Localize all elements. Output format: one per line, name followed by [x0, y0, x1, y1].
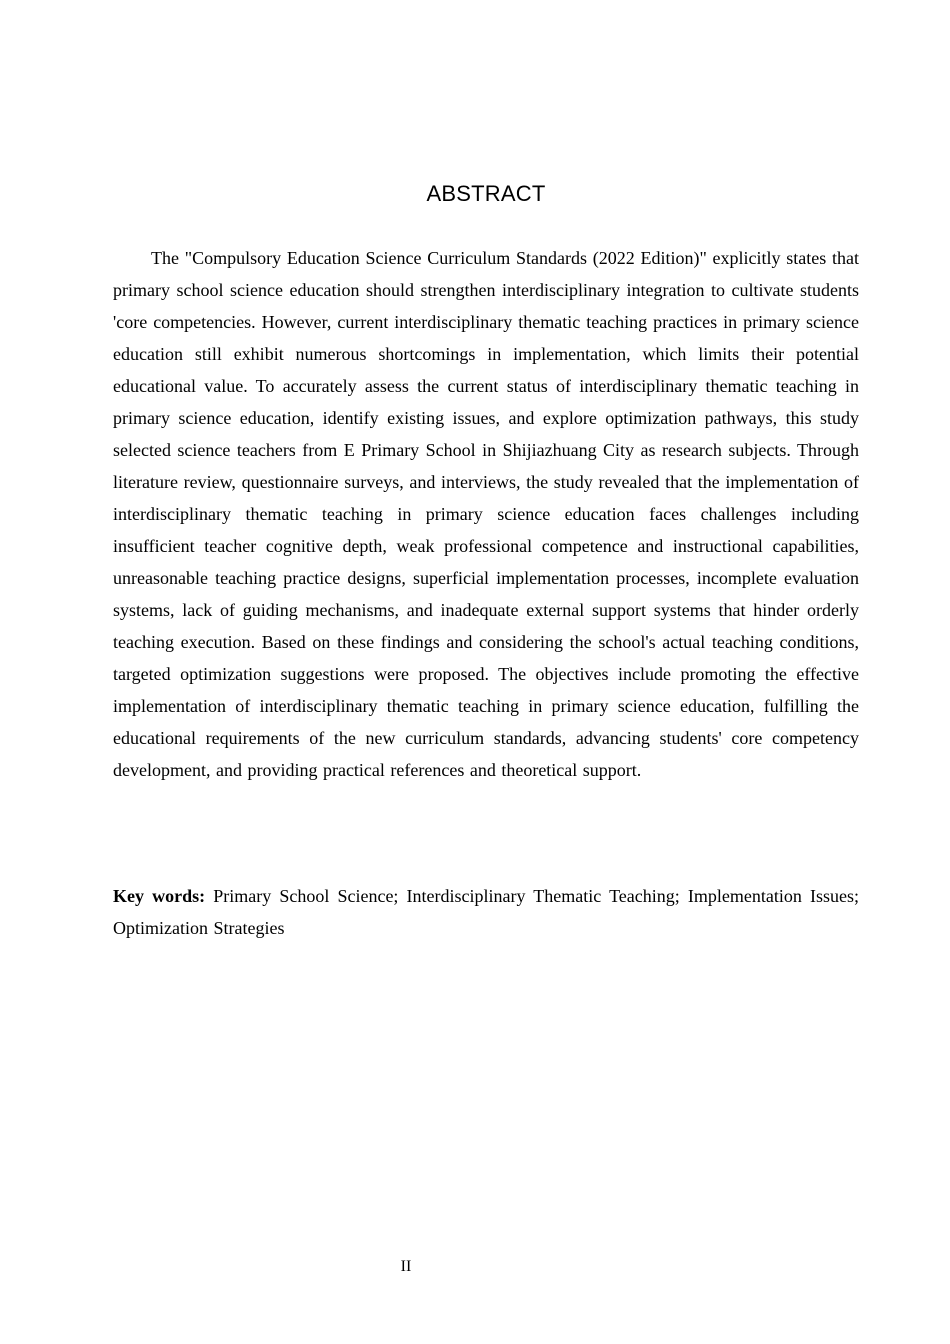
- abstract-paragraph: The "Compulsory Education Science Curriculum Standards (2022 Edition)" explicitly states that primary school science education should strengthen interdisciplinary integration to cultivate students 'core competencies. However, current interdisciplinary thematic teaching practices in primary science education still exhibit numerous shortcomings in implementation, which limits their potential educational value. To accurately assess the current status of interdisciplinary thematic teaching in primary science education, identify existing issues, and explore optimization pathways, this study selected science teachers from E Primary School in Shijiazhuang City as research subjects. Through literature review, questionnaire surveys, and interviews, the study revealed that the implementation of interdisciplinary thematic teaching in primary science education faces challenges including insufficient teacher cognitive depth, weak professional competence and instructional capabilities, unreasonable teaching practice designs, superficial implementation processes, incomplete evaluation systems, lack of guiding mechanisms, and inadequate external support systems that hinder orderly teaching execution. Based on these findings and considering the school's actual teaching conditions, targeted optimization suggestions were proposed. The objectives include promoting the effective implementation of interdisciplinary thematic teaching in primary science education, fulfilling the educational requirements of the new curriculum standards, advancing students' core competency development, and providing practical references and theoretical support.: [113, 248, 859, 780]
- keywords-label: Key words:: [113, 886, 206, 906]
- page-title: ABSTRACT: [426, 181, 546, 206]
- page-number: II: [400, 1258, 412, 1275]
- keywords-line: [113, 880, 859, 944]
- keywords-text: Primary School Science; Interdisciplinary Thematic Teaching; Implementation Issues; Optimization Strategies: [113, 886, 859, 938]
